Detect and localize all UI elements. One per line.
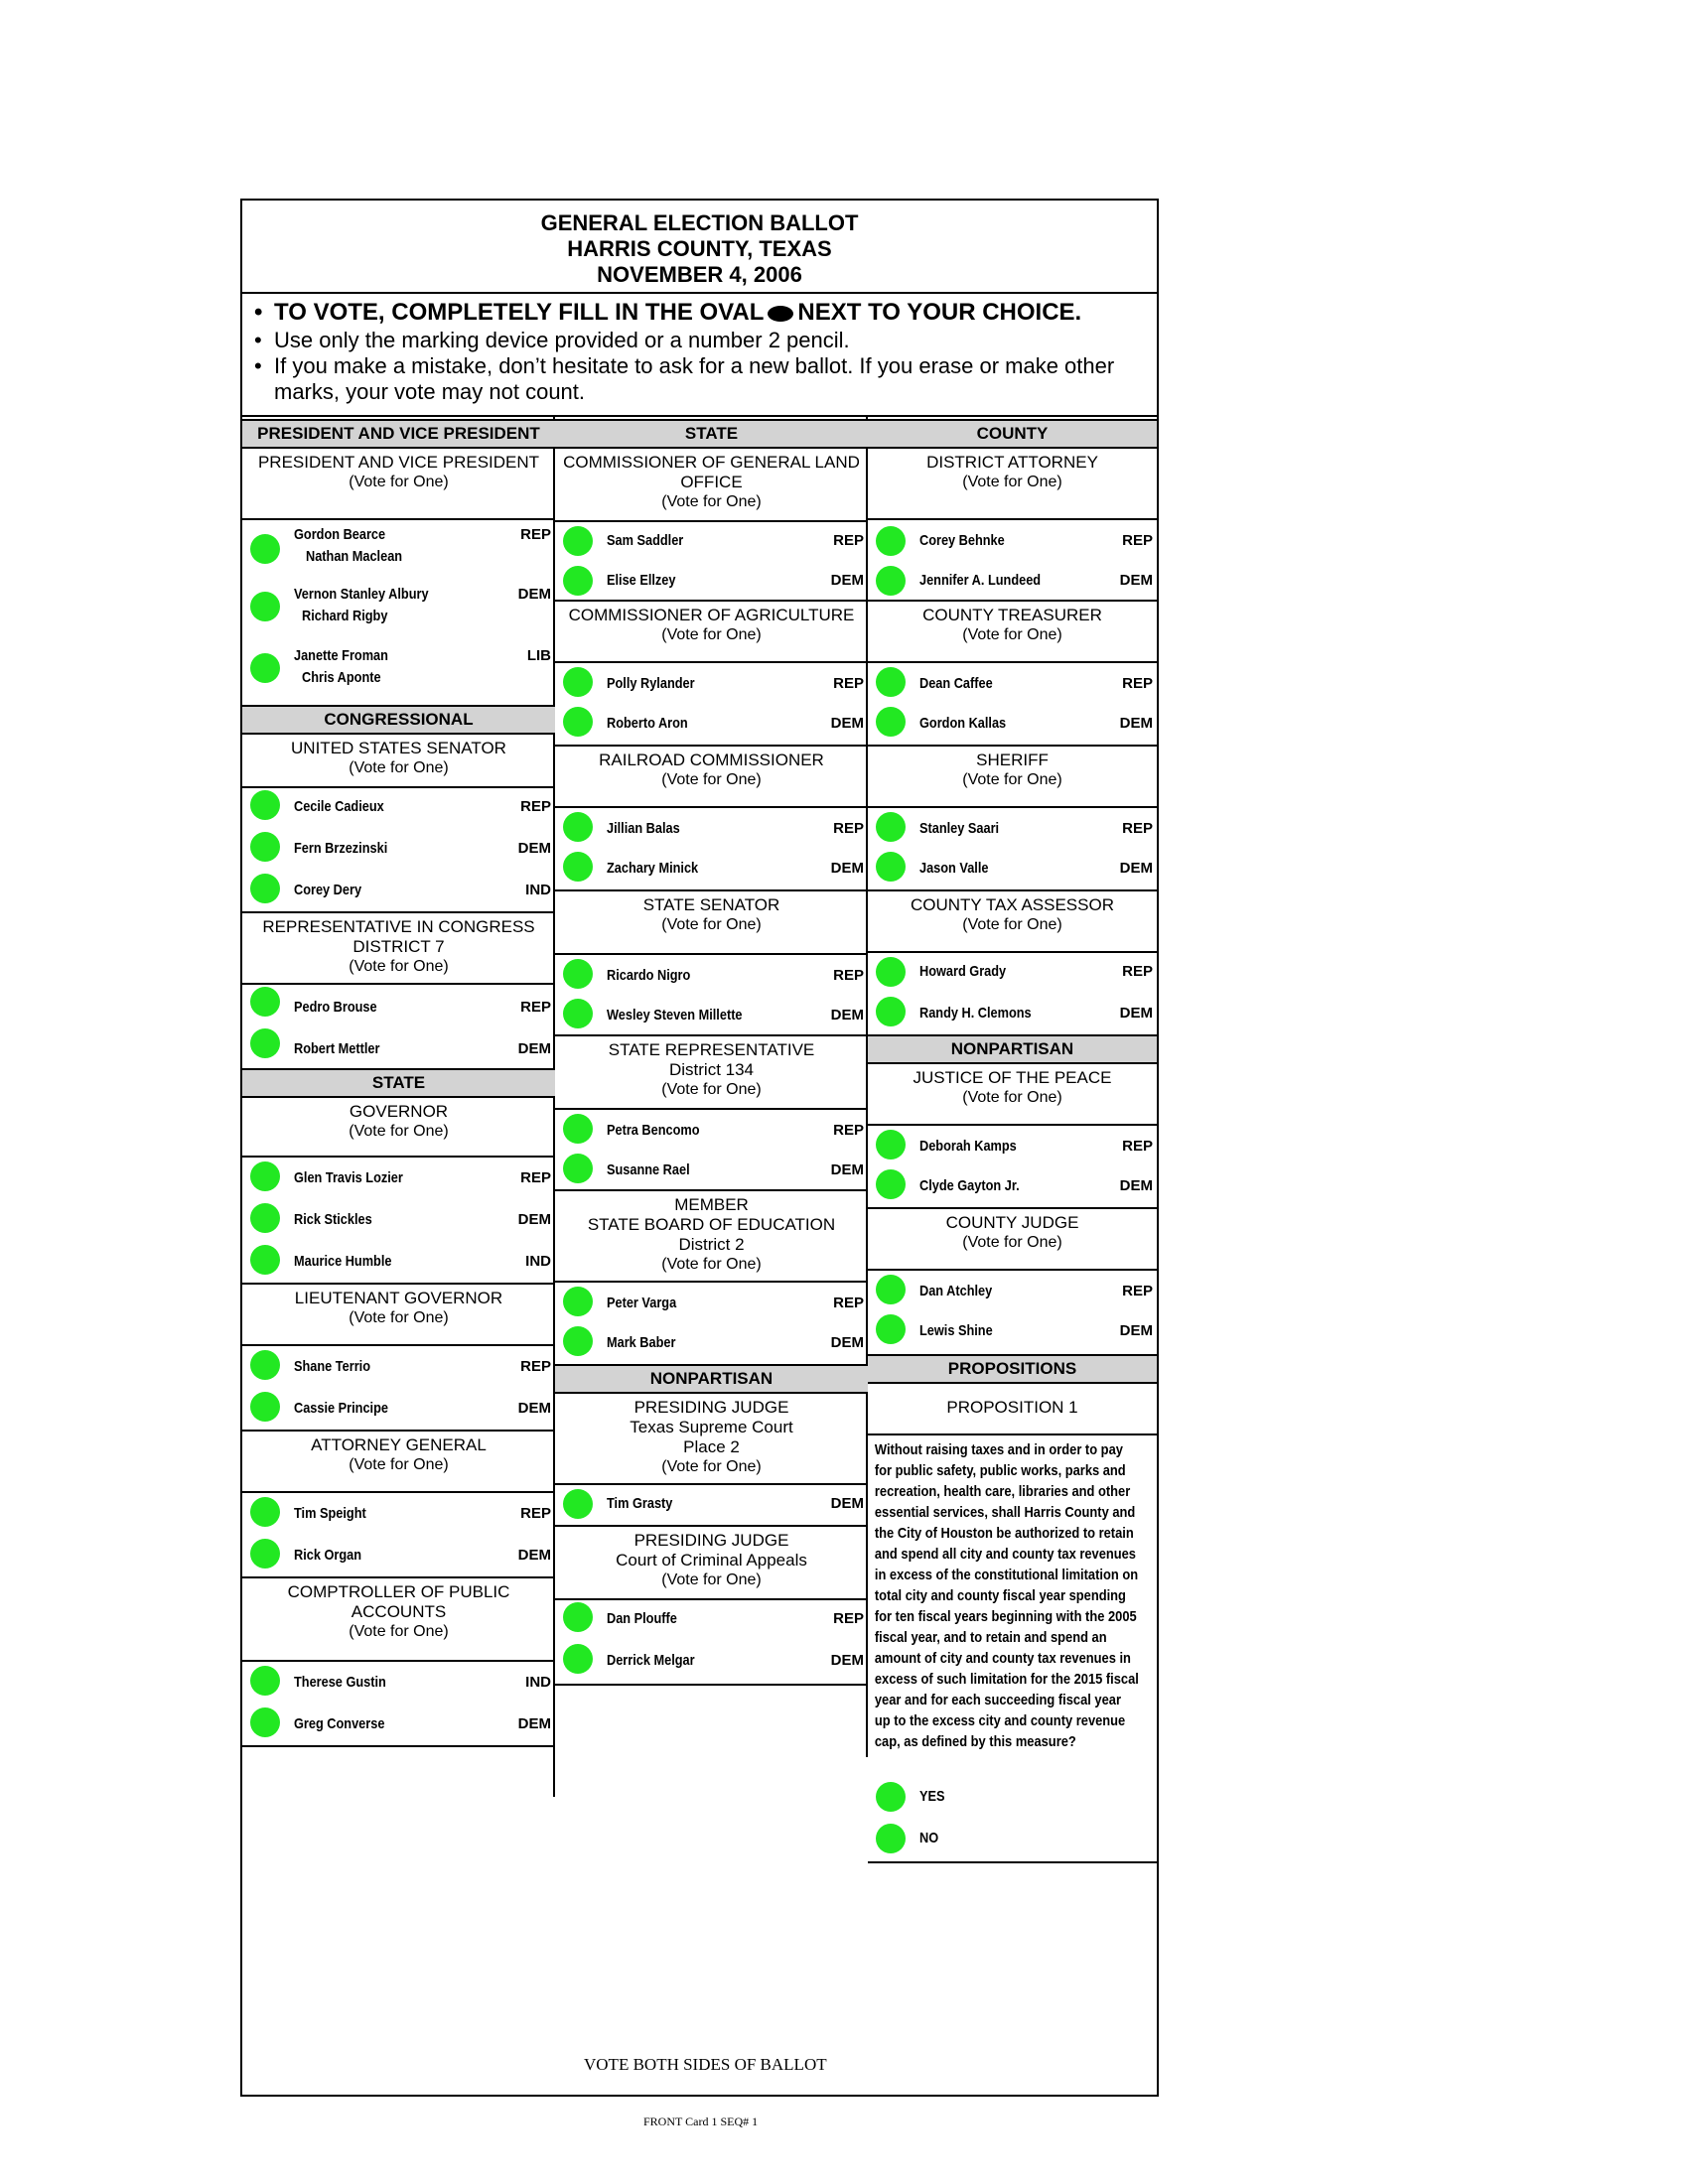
vote-oval[interactable] [250, 1245, 280, 1275]
option-label: NO [919, 1830, 939, 1846]
office-title: COMMISSIONER OF AGRICULTURE [568, 606, 855, 624]
vote-oval[interactable] [876, 526, 906, 556]
vote-for-one: (Vote for One) [349, 1309, 449, 1326]
candidate-cj-rep[interactable] [868, 1271, 1157, 1312]
section-header-congressional: CONGRESSIONAL [242, 705, 555, 735]
party: REP [1122, 1138, 1153, 1155]
office-lt-governor [242, 1285, 555, 1346]
vote-oval[interactable] [876, 1782, 906, 1812]
office-governor [242, 1098, 555, 1158]
candidate-comp-dem[interactable] [242, 1704, 555, 1747]
vote-for-one: (Vote for One) [661, 1458, 762, 1475]
vote-oval[interactable] [563, 1644, 593, 1674]
candidate-name: Therese Gustin [294, 1674, 386, 1691]
vote-oval[interactable] [876, 1824, 906, 1853]
candidate-ct-rep[interactable] [868, 663, 1157, 705]
party: IND [525, 882, 551, 898]
candidate-agri-dem[interactable] [555, 705, 868, 747]
ballot-county: HARRIS COUNTY, TEXAS [567, 236, 832, 261]
vote-for-one: (Vote for One) [349, 1456, 449, 1473]
party: DEM [1119, 860, 1153, 877]
candidate-ag-dem[interactable] [242, 1535, 555, 1578]
party: DEM [830, 860, 864, 877]
candidate-name: Robert Mettler [294, 1040, 380, 1057]
party: DEM [1119, 715, 1153, 732]
candidate-name: Dan Plouffe [607, 1610, 677, 1627]
candidate-name: Jennifer A. Lundeed [919, 572, 1042, 589]
vote-oval[interactable] [876, 566, 906, 596]
vote-oval[interactable] [250, 534, 280, 564]
vote-oval[interactable] [563, 1114, 593, 1144]
office-title: REPRESENTATIVE IN CONGRESS [262, 917, 535, 936]
candidate-da-dem[interactable] [868, 562, 1157, 602]
candidate-name: Zachary Minick [607, 860, 699, 877]
office-title: PRESIDENT AND VICE PRESIDENT [257, 453, 540, 472]
party: REP [520, 1505, 551, 1522]
party: REP [1122, 532, 1153, 549]
party: REP [520, 1358, 551, 1375]
office-tax-assessor [868, 891, 1157, 953]
candidate-name: Deborah Kamps [919, 1138, 1017, 1155]
office-state-senator [555, 891, 868, 955]
party: REP [833, 820, 864, 837]
candidate-name: Rick Stickles [294, 1211, 372, 1228]
candidate-name: Dan Atchley [919, 1283, 993, 1299]
district: District 134 [668, 1060, 755, 1079]
party: DEM [517, 1211, 551, 1228]
office-representative [242, 913, 555, 985]
vote-oval[interactable] [250, 1028, 280, 1058]
candidate-rr-dem[interactable] [555, 850, 868, 891]
party: DEM [830, 1334, 864, 1351]
vote-for-one: (Vote for One) [661, 1256, 762, 1273]
office-title: STATE REPRESENTATIVE [608, 1040, 815, 1059]
candidate-rep-dem[interactable] [242, 1026, 555, 1068]
office-comptroller [242, 1578, 555, 1662]
party: DEM [830, 1161, 864, 1178]
vote-oval[interactable] [250, 1161, 280, 1191]
office-county-judge [868, 1209, 1157, 1271]
running-mate-name: Richard Rigby [302, 608, 388, 624]
office-title: DISTRICT ATTORNEY [926, 453, 1098, 472]
party: DEM [1119, 572, 1153, 589]
candidate-name: Randy H. Clemons [919, 1005, 1032, 1022]
candidate-name: Jason Valle [919, 860, 989, 877]
vote-oval[interactable] [250, 1392, 280, 1422]
vote-oval[interactable] [250, 874, 280, 903]
office-title: STATE BOARD OF EDUCATION [587, 1215, 836, 1234]
vote-for-one: (Vote for One) [349, 958, 449, 975]
candidate-ag-rep[interactable] [242, 1493, 555, 1535]
vote-oval[interactable] [563, 1287, 593, 1316]
candidate-name: Tim Grasty [607, 1495, 673, 1512]
candidate-name: Greg Converse [294, 1715, 385, 1732]
candidate-name: Fern Brzezinski [294, 840, 388, 857]
vote-oval[interactable] [876, 852, 906, 882]
vote-oval[interactable] [563, 526, 593, 556]
proposition-text: Without raising taxes and in order to pay for public safety, public works, parks and recreation, health care, libraries and other essential services, shall Harris County and the City of Houston be authorized to retain and spend all city and county tax revenues in excess of the constitutional limitation on total city and county fiscal year spending for ten fiscal years beginning with the 2005 fiscal year, and to retain and spend an amount of city and county tax revenues in excess of such limitation for the 2015 fiscal year and for each succeeding fiscal year up to the excess city and county revenue cap, as defined by this measure? [874, 1441, 1139, 1750]
party: DEM [1119, 1322, 1153, 1339]
office-title: STATE SENATOR [642, 895, 780, 914]
candidate-senator-ind[interactable] [242, 872, 555, 913]
vote-for-one: (Vote for One) [962, 1089, 1062, 1106]
candidate-name: Tim Speight [294, 1505, 366, 1522]
office-justice-of-peace [868, 1064, 1157, 1126]
vote-for-one: (Vote for One) [661, 916, 762, 933]
section-header-nonpartisan: NONPARTISAN [555, 1364, 868, 1394]
office-attorney-general [242, 1432, 555, 1493]
vote-oval[interactable] [876, 997, 906, 1026]
candidate-ss-rep[interactable] [555, 955, 868, 997]
candidate-sboe-rep[interactable] [555, 1283, 868, 1324]
section-header-president: PRESIDENT AND VICE PRESIDENT [242, 419, 555, 449]
office-presiding-judge-supreme [555, 1394, 868, 1485]
vote-oval[interactable] [250, 987, 280, 1017]
candidate-ta-rep[interactable] [868, 953, 1157, 995]
instructions [242, 294, 1157, 417]
party: DEM [830, 715, 864, 732]
candidate-senator-rep[interactable] [242, 788, 555, 830]
vote-oval[interactable] [876, 1275, 906, 1304]
candidate-ta-dem[interactable] [868, 995, 1157, 1034]
instruction-fill-oval: • TO VOTE, COMPLETELY FILL IN THE OVAL NEXT TO YOUR CHOICE. [252, 298, 1147, 328]
vote-oval[interactable] [250, 832, 280, 862]
vote-oval[interactable] [563, 667, 593, 697]
candidate-land-dem[interactable] [555, 564, 868, 602]
office-title: COMMISSIONER OF GENERAL LAND OFFICE [563, 453, 860, 491]
court: Texas Supreme Court [630, 1418, 793, 1436]
vote-for-one: (Vote for One) [962, 1234, 1062, 1251]
vote-oval[interactable] [250, 592, 280, 621]
district: District 2 [678, 1235, 745, 1254]
party: REP [833, 1610, 864, 1627]
candidate-name: Corey Dery [294, 882, 362, 898]
column-middle [555, 419, 868, 1686]
candidate-comp-ind[interactable] [242, 1662, 555, 1704]
candidate-jp-dem[interactable] [868, 1167, 1157, 1209]
vote-oval[interactable] [563, 999, 593, 1028]
party: IND [525, 1674, 551, 1691]
candidate-name: Petra Bencomo [607, 1122, 700, 1139]
vote-for-one: (Vote for One) [349, 759, 449, 776]
candidate-name: Pedro Brouse [294, 999, 377, 1016]
vote-oval[interactable] [563, 852, 593, 882]
section-header-state: STATE [555, 419, 868, 449]
candidate-name: Vernon Stanley Albury [294, 586, 429, 603]
candidate-land-rep[interactable] [555, 522, 868, 564]
candidate-name: Howard Grady [919, 963, 1007, 980]
office-title: GOVERNOR [349, 1102, 449, 1121]
vote-for-one: (Vote for One) [661, 771, 762, 788]
office-railroad [555, 747, 868, 808]
party: REP [1122, 820, 1153, 837]
ballot-title: GENERAL ELECTION BALLOT [540, 210, 859, 235]
vote-oval[interactable] [250, 653, 280, 683]
ballot [240, 199, 1159, 2097]
vote-for-one: (Vote for One) [962, 474, 1062, 490]
candidate-name: Maurice Humble [294, 1253, 392, 1270]
vote-oval[interactable] [876, 812, 906, 842]
office-agriculture [555, 602, 868, 663]
candidate-senator-dem[interactable] [242, 830, 555, 872]
office-sheriff [868, 747, 1157, 808]
candidate-sh-rep[interactable] [868, 808, 1157, 850]
candidate-sh-dem[interactable] [868, 850, 1157, 891]
candidate-sr-rep[interactable] [555, 1110, 868, 1152]
vote-oval[interactable] [876, 707, 906, 737]
section-header-nonpartisan: NONPARTISAN [868, 1034, 1157, 1064]
party: DEM [1119, 1005, 1153, 1022]
candidate-agri-rep[interactable] [555, 663, 868, 705]
party: REP [520, 1169, 551, 1186]
vote-oval[interactable] [563, 707, 593, 737]
office-land-commissioner [555, 449, 868, 522]
party: REP [833, 967, 864, 984]
card-sequence: FRONT Card 1 SEQ# 1 [643, 2115, 759, 2128]
vote-oval[interactable] [876, 957, 906, 987]
party: REP [1122, 963, 1153, 980]
court: Court of Criminal Appeals [616, 1551, 807, 1570]
candidate-name: Wesley Steven Millette [607, 1007, 743, 1024]
party: DEM [517, 1547, 551, 1564]
candidate-ss-dem[interactable] [555, 997, 868, 1036]
office-senator [242, 735, 555, 788]
party: REP [833, 1122, 864, 1139]
vote-oval[interactable] [563, 1489, 593, 1519]
section-header-county: COUNTY [868, 419, 1157, 449]
vote-oval[interactable] [563, 1602, 593, 1632]
column-left [242, 419, 555, 1747]
office-title: COUNTY TREASURER [922, 606, 1102, 624]
candidate-name: Mark Baber [607, 1334, 676, 1351]
office-title: UNITED STATES SENATOR [291, 739, 506, 757]
vote-oval[interactable] [250, 1497, 280, 1527]
vote-oval[interactable] [876, 1314, 906, 1344]
vote-oval[interactable] [876, 1169, 906, 1199]
office-county-treasurer [868, 602, 1157, 663]
candidate-name: Dean Caffee [919, 675, 993, 692]
party: IND [525, 1253, 551, 1270]
section-header-state: STATE [242, 1068, 555, 1098]
office-title: COUNTY JUDGE [945, 1213, 1079, 1232]
party: REP [1122, 1283, 1153, 1299]
candidate-pj1-dem[interactable] [555, 1485, 868, 1527]
candidate-name: Lewis Shine [919, 1322, 993, 1339]
candidate-name: Roberto Aron [607, 715, 688, 732]
candidate-name: Cecile Cadieux [294, 798, 384, 815]
vote-oval[interactable] [563, 812, 593, 842]
candidate-jp-rep[interactable] [868, 1126, 1157, 1167]
candidate-name: Janette Froman [294, 647, 388, 664]
vote-oval[interactable] [250, 790, 280, 820]
proposition-no[interactable] [868, 1820, 1157, 1863]
instruction-mistake: • If you make a mistake, don’t hesitate to ask for a new ballot. If you erase or make other marks, your vote may not count. [252, 353, 1147, 405]
candidate-cj-dem[interactable] [868, 1312, 1157, 1354]
party: REP [520, 798, 551, 815]
vote-oval[interactable] [250, 1539, 280, 1569]
party: DEM [830, 572, 864, 589]
candidate-pj2-rep[interactable] [555, 1600, 868, 1642]
candidate-name: Peter Varga [607, 1295, 677, 1311]
vote-for-one: (Vote for One) [349, 1623, 449, 1640]
office-title: JUSTICE OF THE PEACE [913, 1068, 1112, 1087]
vote-for-one: (Vote for One) [962, 916, 1062, 933]
vote-both-sides: VOTE BOTH SIDES OF BALLOT [584, 2055, 827, 2074]
candidate-name: Glen Travis Lozier [294, 1169, 403, 1186]
vote-oval[interactable] [876, 1130, 906, 1160]
candidate-gov-ind[interactable] [242, 1241, 555, 1285]
office-title: RAILROAD COMMISSIONER [599, 751, 824, 769]
office-title: PROPOSITION 1 [946, 1398, 1078, 1417]
office-state-rep [555, 1036, 868, 1110]
candidate-name: Stanley Saari [919, 820, 1000, 837]
vote-oval[interactable] [250, 1666, 280, 1696]
candidate-pres-lib[interactable] [242, 643, 555, 705]
candidate-name: Gordon Kallas [919, 715, 1007, 732]
vote-oval[interactable] [563, 1326, 593, 1356]
office-sboe [555, 1191, 868, 1283]
vote-oval[interactable] [876, 667, 906, 697]
office-title: COUNTY TAX ASSESSOR [910, 895, 1114, 914]
candidate-lg-dem[interactable] [242, 1388, 555, 1432]
vote-oval[interactable] [563, 959, 593, 989]
office-district-attorney [868, 449, 1157, 520]
party: REP [520, 526, 551, 543]
vote-for-one: (Vote for One) [349, 1123, 449, 1140]
running-mate-name: Chris Aponte [302, 669, 381, 686]
running-mate-name: Nathan Maclean [306, 548, 403, 565]
candidate-name: Ricardo Nigro [607, 967, 691, 984]
candidate-name: Susanne Rael [607, 1161, 690, 1178]
party: DEM [517, 1400, 551, 1417]
vote-for-one: (Vote for One) [661, 626, 762, 643]
party: REP [833, 675, 864, 692]
candidate-name: Derrick Melgar [607, 1652, 695, 1669]
candidate-gov-rep[interactable] [242, 1158, 555, 1199]
ballot-date: NOVEMBER 4, 2006 [597, 262, 802, 287]
vote-oval[interactable] [563, 566, 593, 596]
candidate-pres-rep[interactable] [242, 520, 555, 582]
candidate-name: Rick Organ [294, 1547, 362, 1564]
vote-for-one: (Vote for One) [661, 1081, 762, 1098]
candidate-name: Shane Terrio [294, 1358, 371, 1375]
office-title: PRESIDING JUDGE [633, 1398, 789, 1417]
office-president [242, 449, 555, 520]
candidate-name: Elise Ellzey [607, 572, 676, 589]
party: REP [833, 1295, 864, 1311]
party: DEM [830, 1495, 864, 1512]
vote-for-one: (Vote for One) [349, 474, 449, 490]
party: DEM [830, 1652, 864, 1669]
vote-for-one: (Vote for One) [661, 493, 762, 510]
office-presiding-judge-criminal [555, 1527, 868, 1600]
vote-oval[interactable] [250, 1350, 280, 1380]
party: REP [520, 999, 551, 1016]
candidate-gov-dem[interactable] [242, 1199, 555, 1241]
vote-for-one: (Vote for One) [962, 771, 1062, 788]
candidate-sboe-dem[interactable] [555, 1324, 868, 1364]
candidate-sr-dem[interactable] [555, 1152, 868, 1191]
filled-oval-icon [768, 306, 793, 322]
ballot-header [242, 201, 1157, 294]
option-label: YES [919, 1788, 945, 1805]
office-title: SHERIFF [976, 751, 1049, 769]
vote-oval[interactable] [563, 1154, 593, 1183]
candidate-rr-rep[interactable] [555, 808, 868, 850]
vote-for-one: (Vote for One) [661, 1571, 762, 1588]
office-title: ATTORNEY GENERAL [311, 1435, 487, 1454]
column-right [868, 419, 1157, 1863]
candidate-da-rep[interactable] [868, 520, 1157, 562]
candidate-name: Cassie Principe [294, 1400, 388, 1417]
office-title: COMPTROLLER OF PUBLIC ACCOUNTS [287, 1582, 510, 1621]
candidate-pres-dem[interactable] [242, 582, 555, 643]
candidate-name: Corey Behnke [919, 532, 1005, 549]
party: DEM [517, 840, 551, 857]
candidate-pj2-dem[interactable] [555, 1642, 868, 1686]
party: DEM [517, 586, 551, 603]
office-title: LIEUTENANT GOVERNOR [294, 1289, 503, 1307]
party: REP [1122, 675, 1153, 692]
candidate-name: Polly Rylander [607, 675, 695, 692]
party: DEM [1119, 1177, 1153, 1194]
vote-oval[interactable] [250, 1203, 280, 1233]
instruction-marking-device: • Use only the marking device provided or a number 2 pencil. [252, 328, 1147, 353]
vote-for-one: (Vote for One) [962, 626, 1062, 643]
section-header-propositions: PROPOSITIONS [868, 1354, 1157, 1384]
candidate-rep-rep[interactable] [242, 985, 555, 1026]
candidate-name: Sam Saddler [607, 532, 684, 549]
party: DEM [517, 1040, 551, 1057]
party: LIB [526, 647, 551, 664]
candidate-name: Gordon Bearce [294, 526, 386, 543]
office-title: PRESIDING JUDGE [633, 1531, 789, 1550]
office-title: MEMBER [674, 1195, 749, 1214]
candidate-name: Jillian Balas [607, 820, 680, 837]
party: DEM [830, 1007, 864, 1024]
candidate-lg-rep[interactable] [242, 1346, 555, 1388]
proposition-title [868, 1384, 1157, 1435]
vote-oval[interactable] [250, 1707, 280, 1737]
party: REP [833, 532, 864, 549]
district: DISTRICT 7 [352, 937, 445, 956]
party: DEM [517, 1715, 551, 1732]
candidate-ct-dem[interactable] [868, 705, 1157, 747]
proposition-yes[interactable] [868, 1778, 1157, 1820]
candidate-name: Clyde Gayton Jr. [919, 1177, 1020, 1194]
place: Place 2 [683, 1437, 740, 1456]
